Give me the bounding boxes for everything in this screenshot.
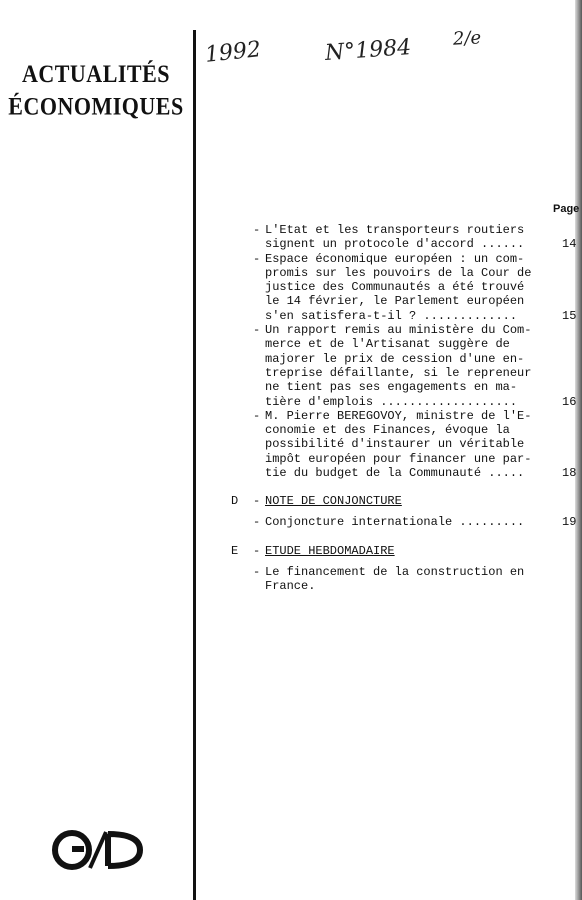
toc-entry: - M. Pierre BEREGOVOY, ministre de l'E- conomie et des Finances, évoque la possibilité d'instaurer un véritable impôt européen pour financer une par- tie du budget de la Communauté ..... 18 [253, 408, 577, 481]
toc-entry-text: Conjoncture internationale ......... [265, 515, 525, 530]
masthead-line1: ACTUALITÉS [21, 59, 171, 88]
page-column-header: Page [553, 203, 580, 215]
toc-entry: - Conjoncture internationale ......... 19 [253, 515, 577, 530]
vertical-rule [193, 30, 196, 900]
toc-entry: - Le financement de la construction en France. [225, 565, 582, 594]
toc-entry: - Un rapport remis au ministère du Com- merce et de l'Artisanat suggère de majorer le prix de cession d'une en- treprise défaillante, si le repreneur ne tient pas ses engagements en ma- tière d'emplois ................... 16 [253, 323, 577, 409]
masthead [0, 58, 192, 122]
handwritten-year: 1992 [203, 37, 263, 68]
toc-entry-text: Le financement de la construction en France. [265, 564, 525, 593]
section-heading: ETUDE HEBDOMADAIRE [265, 543, 395, 558]
handwritten-issue-number: N°1984 [324, 35, 413, 66]
toc-entry-text: Espace économique européen : un com- promis sur les pouvoirs de la Cour de justice des Communautés a été trouvé le 14 février, le Parlement européen s'en satisfera-t-il ? ............. [265, 251, 532, 323]
toc-entry: - L'Etat et les transporteurs routiers signent un protocole d'accord ...... 14 [253, 223, 577, 252]
section-letter: D [231, 494, 239, 509]
toc-entry-page: 16 [562, 394, 577, 409]
publisher-logo [50, 828, 146, 872]
section-heading: NOTE DE CONJONCTURE [265, 494, 402, 509]
toc-entry-page: 15 [562, 308, 577, 323]
toc-entry-page: 14 [562, 237, 577, 252]
toc-entry-page: 18 [562, 466, 577, 481]
toc-entry-text: M. Pierre BEREGOVOY, ministre de l'E- conomie et des Finances, évoque la possibilité d'instaurer un véritable impôt européen pour financer une par- tie du budget de la Communauté ..... [265, 408, 532, 481]
section-d-heading: D - NOTE DE CONJONCTURE [225, 494, 582, 509]
masthead-line2: ÉCONOMIQUES [8, 91, 184, 121]
table-of-contents [225, 223, 582, 593]
toc-entry: - Espace économique européen : un com- promis sur les pouvoirs de la Cour de justice des Communautés a été trouvé le 14 février, le Parlement européen s'en satisfera-t-il ? ............. 15 [253, 251, 577, 323]
section-letter: E [231, 543, 239, 558]
section-e-heading: E - ETUDE HEBDOMADAIRE [225, 544, 582, 559]
toc-entry-text: L'Etat et les transporteurs routiers signent un protocole d'accord ...... [265, 223, 525, 252]
toc-entry-text: Un rapport remis au ministère du Com- merce et de l'Artisanat suggère de majorer le prix de cession d'une en- treprise défaillante, si le repreneur ne tient pas ses engagements en ma- tière d'emplois ................... [265, 323, 532, 409]
handwritten-reference: 2/e [452, 27, 482, 50]
toc-entry-page: 19 [562, 515, 577, 530]
